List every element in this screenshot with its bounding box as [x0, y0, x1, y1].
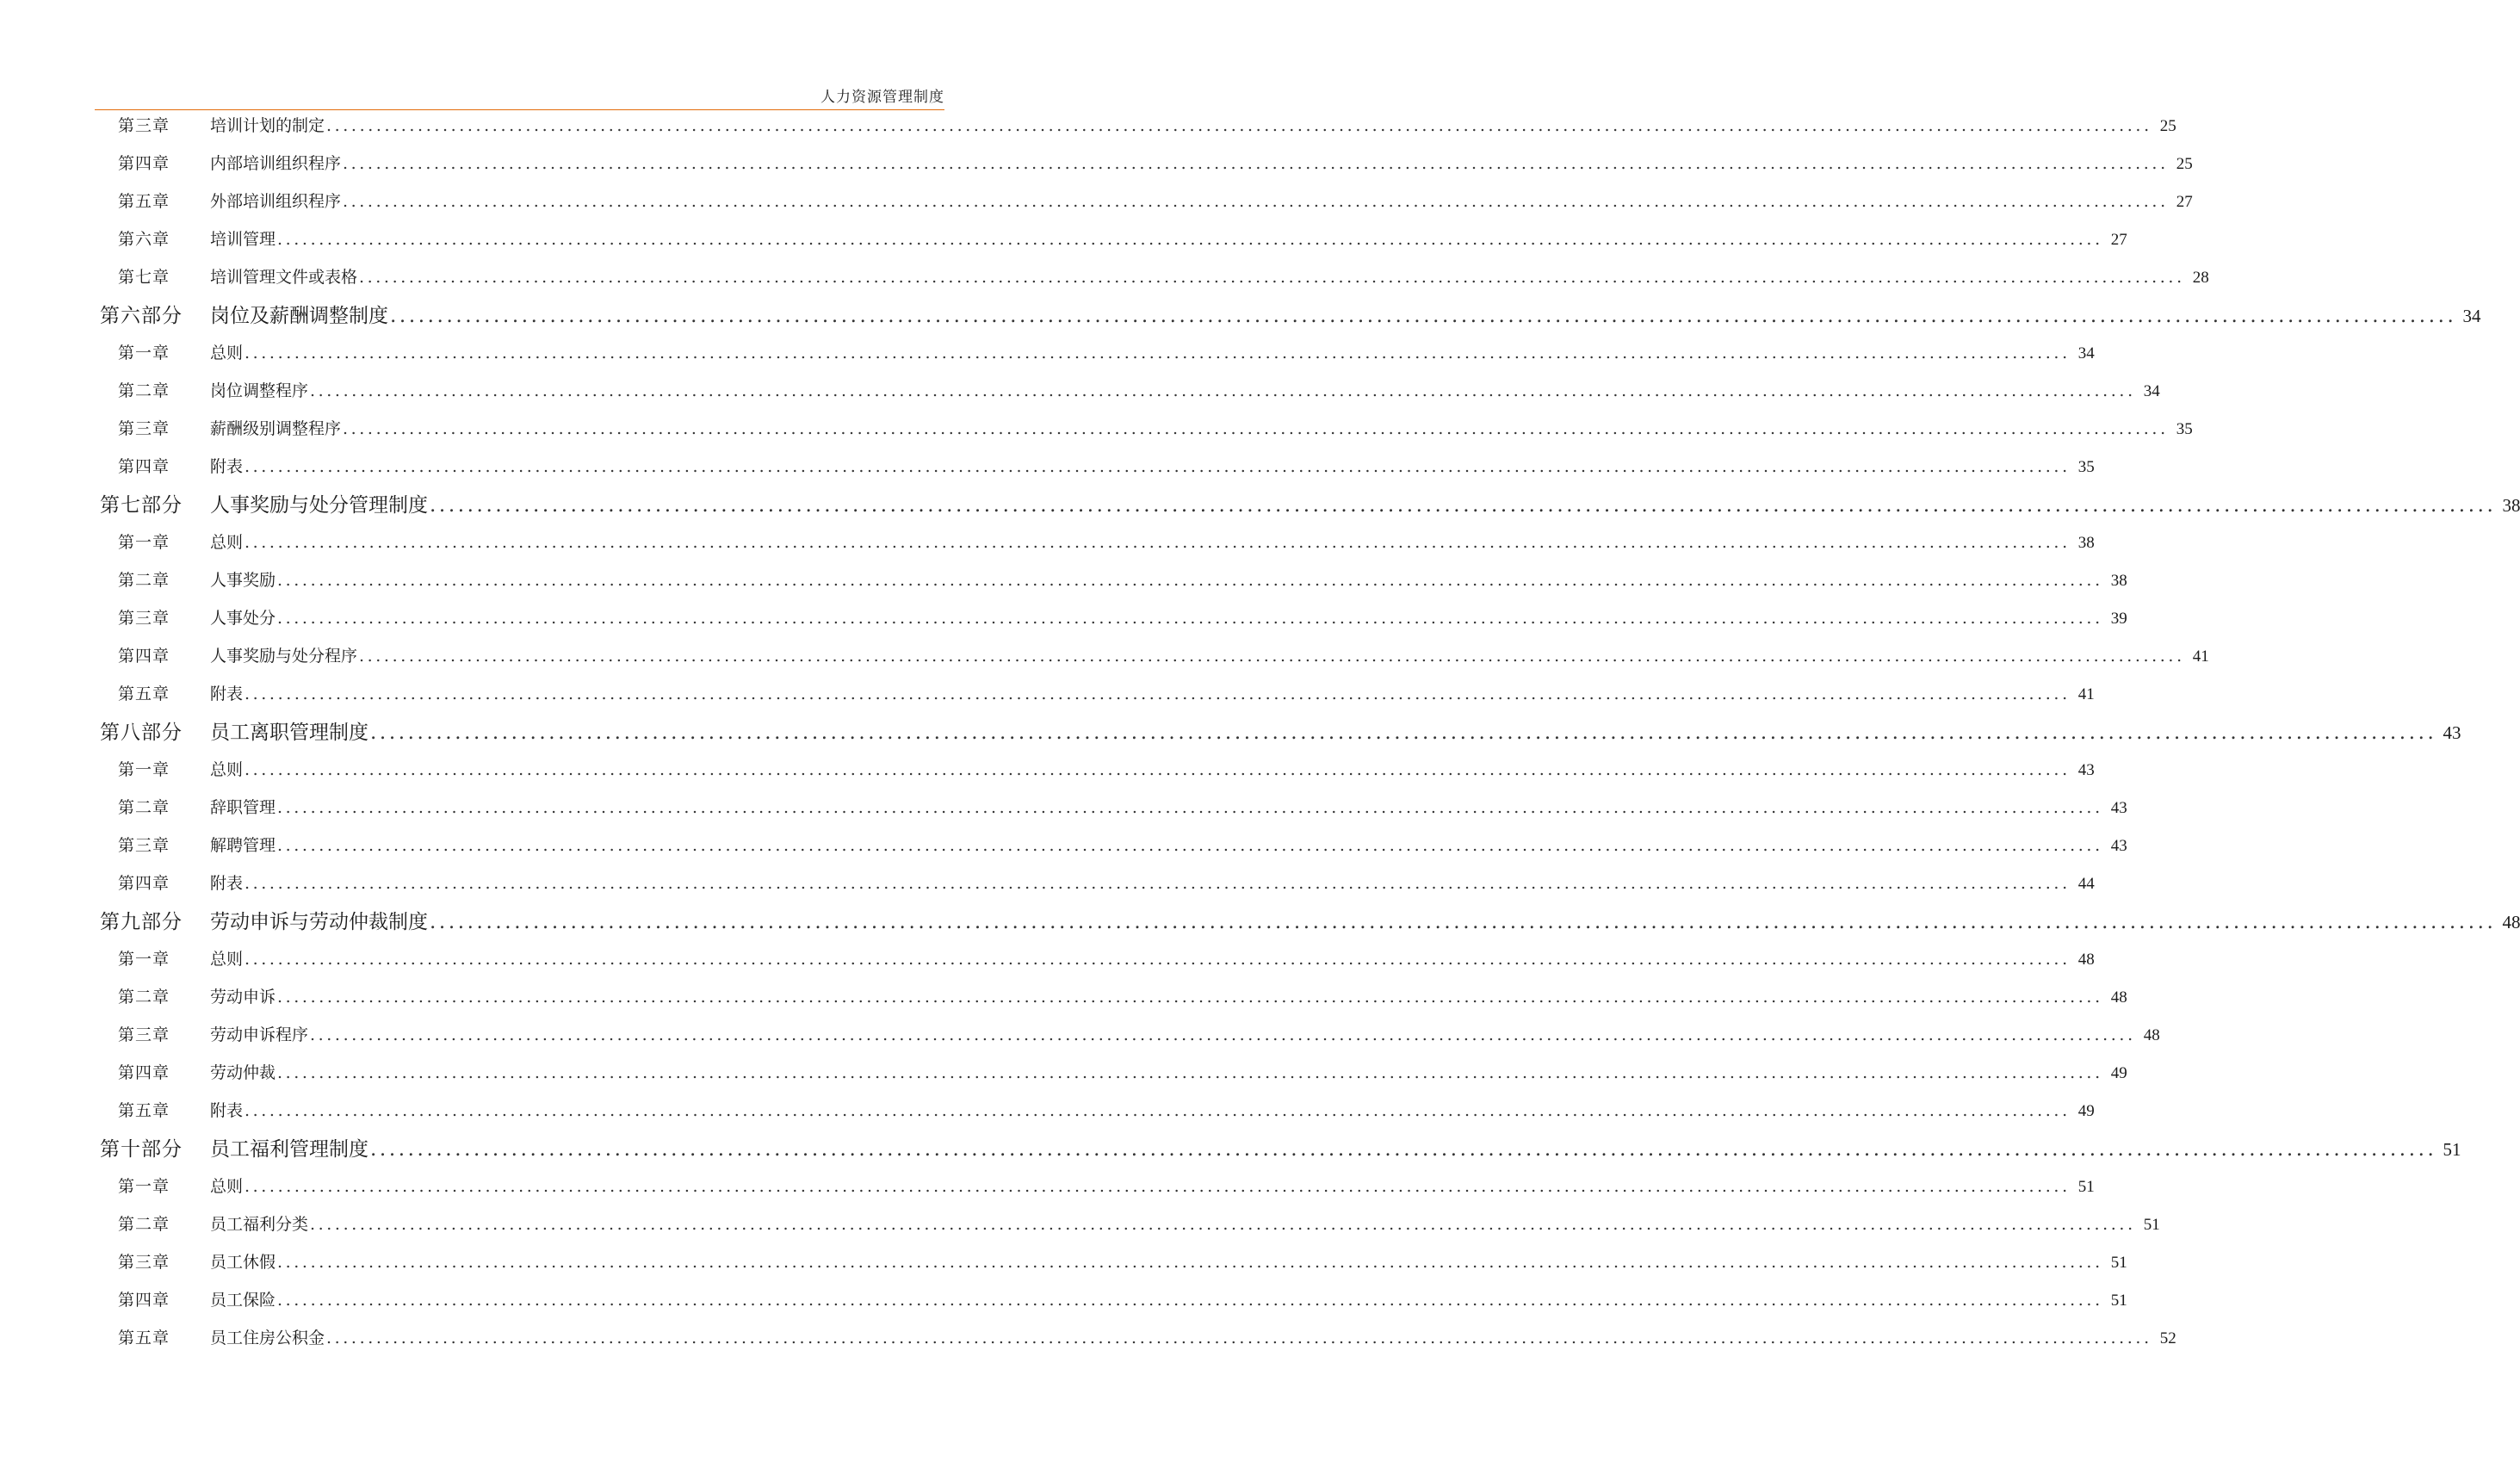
toc-entry-line	[210, 300, 2481, 328]
toc-entry-line	[210, 1060, 2127, 1083]
toc-chapter-entry[interactable]	[0, 1016, 2160, 1050]
toc-chapter-entry[interactable]	[0, 1054, 2127, 1088]
toc-dot-leader: ............................................................................................................................................................................................................................	[245, 1176, 2071, 1196]
toc-entry-line	[210, 1174, 2095, 1197]
toc-entry-title: 解聘管理	[210, 835, 276, 855]
toc-dot-leader: ............................................................................................................................................................................................................................	[343, 418, 2169, 438]
toc-chapter-entry[interactable]	[0, 1092, 2095, 1126]
toc-dot-leader: ............................................................................................................................................................................................................................	[370, 721, 2437, 744]
toc-entry-number: 第五章	[118, 1100, 170, 1120]
toc-entry-line	[210, 567, 2127, 591]
toc-chapter-entry[interactable]	[0, 372, 2160, 406]
toc-page-number: 39	[2110, 609, 2127, 628]
toc-page-number: 43	[2077, 760, 2095, 779]
toc-entry-title: 人事奖励与处分管理制度	[210, 493, 428, 517]
toc-chapter-entry[interactable]	[0, 523, 2095, 558]
toc-entry-line	[210, 1022, 2160, 1045]
toc-entry-title: 总则	[210, 949, 244, 969]
toc-entry-number: 第四章	[118, 153, 170, 173]
toc-chapter-entry[interactable]	[0, 599, 2127, 634]
toc-page-number: 43	[2110, 836, 2127, 855]
toc-entry-title: 人事奖励与处分程序	[210, 646, 358, 666]
toc-dot-leader: ............................................................................................................................................................................................................................	[245, 873, 2071, 893]
toc-page-number: 28	[2192, 268, 2209, 287]
toc-page-number: 48	[2077, 950, 2095, 969]
toc-entry-number: 第四章	[118, 646, 170, 666]
toc-entry-title: 培训管理	[210, 229, 276, 249]
toc-part-entry[interactable]	[0, 713, 2461, 747]
toc-entry-title: 外部培训组织程序	[210, 191, 342, 211]
toc-dot-leader: ............................................................................................................................................................................................................................	[370, 1137, 2437, 1161]
toc-chapter-entry[interactable]	[0, 940, 2095, 975]
toc-page-number: 34	[2077, 344, 2095, 362]
toc-dot-leader: ............................................................................................................................................................................................................................	[430, 493, 2497, 517]
toc-entry-line	[210, 757, 2095, 780]
toc-entry-line	[210, 906, 2520, 934]
toc-entry-title: 员工保险	[210, 1290, 276, 1310]
toc-dot-leader: ............................................................................................................................................................................................................................	[277, 229, 2103, 249]
toc-part-entry[interactable]	[0, 486, 2520, 520]
toc-part-entry[interactable]	[0, 902, 2520, 937]
toc-entry-line	[210, 1133, 2461, 1162]
toc-chapter-entry[interactable]	[0, 751, 2095, 785]
toc-entry-number: 第四章	[118, 456, 170, 476]
toc-page-number: 41	[2192, 647, 2209, 666]
toc-page-number: 51	[2110, 1253, 2127, 1272]
toc-chapter-entry[interactable]	[0, 561, 2127, 596]
toc-dot-leader: ............................................................................................................................................................................................................................	[277, 1062, 2103, 1082]
toc-entry-title: 辞职管理	[210, 797, 276, 817]
toc-entry-title: 员工福利分类	[210, 1214, 309, 1234]
toc-entry-number: 第一章	[118, 343, 170, 362]
toc-dot-leader: ............................................................................................................................................................................................................................	[310, 381, 2136, 400]
toc-entry-number: 第六章	[118, 229, 170, 249]
toc-entry-title: 岗位及薪酬调整制度	[210, 304, 388, 327]
toc-dot-leader: ............................................................................................................................................................................................................................	[245, 343, 2071, 362]
toc-entry-line	[210, 833, 2127, 856]
toc-entry-line	[210, 340, 2095, 363]
toc-entry-number: 第六部分	[100, 304, 183, 327]
toc-entry-title: 总则	[210, 759, 244, 779]
toc-entry-line	[210, 489, 2520, 517]
toc-page-number: 38	[2502, 494, 2520, 516]
toc-entry-number: 第九部分	[100, 910, 183, 933]
toc-dot-leader: ............................................................................................................................................................................................................................	[310, 1214, 2136, 1234]
toc-chapter-entry[interactable]	[0, 1319, 2176, 1354]
toc-dot-leader: ............................................................................................................................................................................................................................	[343, 191, 2169, 211]
toc-chapter-entry[interactable]	[0, 145, 2193, 179]
toc-page-number: 51	[2143, 1215, 2160, 1234]
toc-entry-title: 员工离职管理制度	[210, 721, 368, 744]
toc-dot-leader: ............................................................................................................................................................................................................................	[359, 646, 2185, 666]
toc-entry-line	[210, 605, 2127, 629]
toc-page-number: 52	[2159, 1329, 2176, 1347]
toc-page-number: 35	[2176, 419, 2193, 438]
toc-chapter-entry[interactable]	[0, 1243, 2127, 1278]
toc-part-entry[interactable]	[0, 296, 2481, 331]
toc-entry-line	[210, 151, 2193, 174]
toc-entry-number: 第十部分	[100, 1137, 183, 1161]
toc-entry-title: 内部培训组织程序	[210, 153, 342, 173]
toc-chapter-entry[interactable]	[0, 637, 2209, 672]
toc-chapter-entry[interactable]	[0, 675, 2095, 709]
toc-dot-leader: ............................................................................................................................................................................................................................	[245, 456, 2071, 476]
toc-entry-title: 总则	[210, 343, 244, 362]
toc-entry-line	[210, 189, 2193, 212]
toc-entry-title: 劳动申诉与劳动仲裁制度	[210, 910, 428, 933]
toc-chapter-entry[interactable]	[0, 978, 2127, 1013]
toc-entry-title: 总则	[210, 1176, 244, 1196]
toc-entry-number: 第一章	[118, 532, 170, 552]
toc-entry-line	[210, 226, 2127, 250]
toc-entry-number: 第二章	[118, 381, 170, 400]
toc-entry-number: 第一章	[118, 949, 170, 969]
toc-entry-line	[210, 946, 2095, 970]
toc-dot-leader: ............................................................................................................................................................................................................................	[245, 532, 2071, 552]
toc-entry-title: 培训管理文件或表格	[210, 267, 358, 287]
toc-entry-number: 第二章	[118, 570, 170, 590]
toc-page-number: 25	[2159, 116, 2176, 135]
toc-entry-number: 第二章	[118, 797, 170, 817]
toc-dot-leader: ............................................................................................................................................................................................................................	[277, 987, 2103, 1007]
toc-entry-title: 总则	[210, 532, 244, 552]
toc-chapter-entry[interactable]	[0, 334, 2095, 369]
toc-entry-title: 人事奖励	[210, 570, 276, 590]
toc-entry-number: 第三章	[118, 1252, 170, 1272]
toc-entry-number: 第三章	[118, 1025, 170, 1044]
toc-dot-leader: ............................................................................................................................................................................................................................	[277, 570, 2103, 590]
toc-entry-number: 第三章	[118, 418, 170, 438]
toc-chapter-entry[interactable]	[0, 183, 2193, 217]
toc-entry-title: 薪酬级别调整程序	[210, 418, 342, 438]
toc-page-number: 41	[2077, 685, 2095, 703]
toc-entry-line	[210, 1325, 2176, 1348]
toc-entry-number: 第八部分	[100, 721, 183, 744]
toc-entry-number: 第五章	[118, 191, 170, 211]
toc-page-number: 44	[2077, 874, 2095, 893]
toc-entry-title: 劳动申诉	[210, 987, 276, 1007]
toc-dot-leader: ............................................................................................................................................................................................................................	[277, 835, 2103, 855]
toc-entry-title: 附表	[210, 456, 244, 476]
toc-page-number: 27	[2176, 192, 2193, 211]
toc-entry-line	[210, 454, 2095, 477]
toc-entry-number: 第三章	[118, 608, 170, 628]
toc-entry-number: 第五章	[118, 1328, 170, 1347]
toc-page-number: 38	[2077, 533, 2095, 552]
toc-entry-number: 第四章	[118, 1062, 170, 1082]
toc-dot-leader: ............................................................................................................................................................................................................................	[326, 1328, 2152, 1347]
toc-entry-line	[210, 1249, 2127, 1273]
toc-entry-number: 第一章	[118, 1176, 170, 1196]
toc-chapter-entry[interactable]	[0, 1205, 2160, 1240]
running-header-title: 人力资源管理制度	[820, 89, 944, 106]
toc-entry-line	[210, 416, 2193, 439]
toc-chapter-entry[interactable]	[0, 789, 2127, 823]
toc-entry-title: 劳动仲裁	[210, 1062, 276, 1082]
toc-entry-title: 劳动申诉程序	[210, 1025, 309, 1044]
toc-dot-leader: ............................................................................................................................................................................................................................	[326, 115, 2152, 135]
toc-entry-line	[210, 716, 2461, 745]
toc-entry-line	[210, 643, 2209, 666]
toc-entry-number: 第七部分	[100, 493, 183, 517]
toc-page-number: 48	[2110, 988, 2127, 1007]
toc-entry-number: 第一章	[118, 759, 170, 779]
toc-dot-leader: ............................................................................................................................................................................................................................	[277, 1252, 2103, 1272]
toc-entry-line	[210, 870, 2095, 894]
toc-entry-title: 人事处分	[210, 608, 276, 628]
toc-entry-number: 第二章	[118, 987, 170, 1007]
toc-entry-title: 培训计划的制定	[210, 115, 325, 135]
toc-page-number: 51	[2443, 1138, 2461, 1160]
toc-chapter-entry[interactable]	[0, 1281, 2127, 1316]
toc-entry-title: 附表	[210, 684, 244, 703]
toc-entry-number: 第二章	[118, 1214, 170, 1234]
toc-part-entry[interactable]	[0, 1130, 2461, 1164]
toc-entry-number: 第四章	[118, 873, 170, 893]
toc-chapter-entry[interactable]	[0, 410, 2193, 444]
toc-entry-number: 第三章	[118, 835, 170, 855]
toc-entry-line	[210, 264, 2209, 288]
toc-entry-line	[210, 1098, 2095, 1121]
toc-entry-line	[210, 681, 2095, 704]
toc-page-number: 25	[2176, 154, 2193, 173]
toc-dot-leader: ............................................................................................................................................................................................................................	[359, 267, 2185, 287]
toc-page-number: 49	[2077, 1101, 2095, 1120]
toc-entry-number: 第五章	[118, 684, 170, 703]
toc-dot-leader: ............................................................................................................................................................................................................................	[430, 910, 2497, 933]
toc-entry-line	[210, 530, 2095, 553]
toc-entry-title: 附表	[210, 873, 244, 893]
toc-chapter-entry[interactable]	[0, 827, 2127, 861]
toc-entry-title: 员工休假	[210, 1252, 276, 1272]
toc-dot-leader: ............................................................................................................................................................................................................................	[343, 153, 2169, 173]
toc-page-number: 35	[2077, 457, 2095, 476]
toc-entry-title: 员工福利管理制度	[210, 1137, 368, 1161]
toc-chapter-entry[interactable]	[0, 220, 2127, 255]
toc-entry-line	[210, 1287, 2127, 1310]
toc-entry-number: 第三章	[118, 115, 170, 135]
toc-entry-number: 第七章	[118, 267, 170, 287]
toc-page-number: 51	[2077, 1177, 2095, 1196]
toc-chapter-entry[interactable]	[0, 448, 2095, 482]
toc-chapter-entry[interactable]	[0, 1168, 2095, 1202]
toc-page-number: 27	[2110, 230, 2127, 249]
toc-page-number: 34	[2462, 305, 2481, 326]
toc-chapter-entry[interactable]	[0, 258, 2209, 293]
toc-entry-line	[210, 113, 2176, 136]
toc-entry-line	[210, 984, 2127, 1007]
toc-chapter-entry[interactable]	[0, 864, 2095, 899]
toc-page-number: 48	[2502, 911, 2520, 932]
toc-page-number: 38	[2110, 571, 2127, 590]
toc-dot-leader: ............................................................................................................................................................................................................................	[245, 1100, 2071, 1120]
toc-page-number: 49	[2110, 1063, 2127, 1082]
toc-dot-leader: ............................................................................................................................................................................................................................	[245, 949, 2071, 969]
toc-entry-line	[210, 795, 2127, 818]
toc-entry-title: 员工住房公积金	[210, 1328, 325, 1347]
toc-dot-leader: ............................................................................................................................................................................................................................	[390, 304, 2457, 327]
toc-page-number: 43	[2110, 798, 2127, 817]
toc-entry-title: 附表	[210, 1100, 244, 1120]
toc-chapter-entry[interactable]	[0, 107, 2176, 141]
toc-entry-line	[210, 1211, 2160, 1235]
toc-dot-leader: ............................................................................................................................................................................................................................	[277, 608, 2103, 628]
toc-entry-number: 第四章	[118, 1290, 170, 1310]
toc-page-number: 51	[2110, 1291, 2127, 1310]
toc-page-number: 43	[2443, 722, 2461, 743]
toc-dot-leader: ............................................................................................................................................................................................................................	[245, 759, 2071, 779]
toc-dot-leader: ............................................................................................................................................................................................................................	[277, 797, 2103, 817]
toc-entry-title: 岗位调整程序	[210, 381, 309, 400]
toc-entry-line	[210, 378, 2160, 401]
toc-dot-leader: ............................................................................................................................................................................................................................	[277, 1290, 2103, 1310]
toc-dot-leader: ............................................................................................................................................................................................................................	[245, 684, 2071, 703]
toc-dot-leader: ............................................................................................................................................................................................................................	[310, 1025, 2136, 1044]
toc-page-number: 48	[2143, 1025, 2160, 1044]
toc-page-number: 34	[2143, 381, 2160, 400]
